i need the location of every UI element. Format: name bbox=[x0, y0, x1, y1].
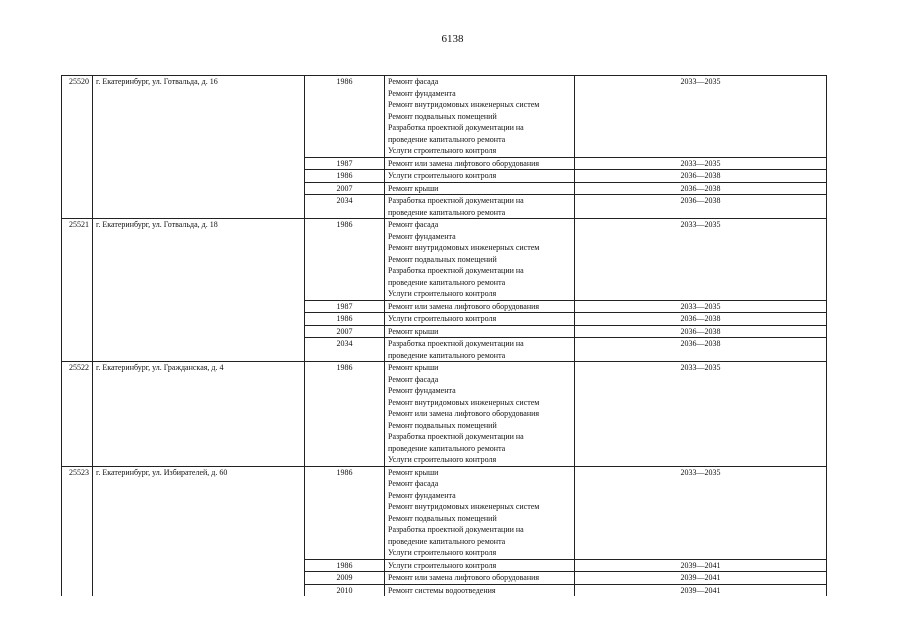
work-item: Ремонт фундамента bbox=[388, 231, 456, 241]
works-cell bbox=[385, 195, 575, 219]
period-cell: 2036—2038 bbox=[575, 182, 827, 195]
work-item: проведение капитального ремонта bbox=[388, 350, 506, 360]
record-group bbox=[62, 362, 827, 467]
works-cell bbox=[385, 559, 575, 572]
year-cell: 2034 bbox=[305, 338, 385, 362]
building-address: г. Екатеринбург, ул. Готвальда, д. 18 bbox=[93, 219, 305, 362]
work-item: Разработка проектной документации на bbox=[388, 432, 524, 441]
period-cell: 2036—2038 bbox=[575, 325, 827, 338]
work-item: Разработка проектной документации на bbox=[388, 123, 524, 132]
work-item: Ремонт крыши bbox=[388, 183, 439, 193]
year-cell: 1986 bbox=[305, 170, 385, 183]
table-row bbox=[62, 362, 827, 467]
page-number: 6138 bbox=[441, 33, 464, 45]
work-item: Услуги строительного контроля bbox=[388, 289, 497, 298]
works-cell bbox=[385, 466, 575, 559]
record-group bbox=[62, 219, 827, 362]
year-cell: 2007 bbox=[305, 325, 385, 338]
work-item: Услуги строительного контроля bbox=[388, 314, 497, 323]
works-cell bbox=[385, 76, 575, 158]
works-cell bbox=[385, 338, 575, 362]
year-cell: 1986 bbox=[305, 559, 385, 572]
year-cell: 1987 bbox=[305, 300, 385, 313]
work-item: Ремонт фасада bbox=[388, 220, 439, 229]
works-cell bbox=[385, 300, 575, 313]
work-item: Ремонт фасада bbox=[388, 77, 439, 86]
work-item: Ремонт внутридомовых инженерных систем bbox=[388, 243, 540, 252]
work-item: Ремонт системы водоотведения bbox=[388, 585, 496, 595]
work-item: проведение капитального ремонта bbox=[388, 443, 506, 453]
year-cell: 2009 bbox=[305, 572, 385, 585]
period-cell: 2039—2041 bbox=[575, 584, 827, 596]
work-item: Ремонт внутридомовых инженерных систем bbox=[388, 100, 540, 109]
work-item: Ремонт подвальных помещений bbox=[388, 254, 497, 264]
year-cell: 1986 bbox=[305, 219, 385, 301]
work-item: Ремонт фасада bbox=[388, 479, 439, 488]
year-cell: 2034 bbox=[305, 195, 385, 219]
record-number: 25523 bbox=[62, 466, 93, 596]
work-item: Услуги строительного контроля bbox=[388, 146, 497, 155]
works-cell bbox=[385, 182, 575, 195]
table-row bbox=[62, 466, 827, 559]
period-cell: 2033—2035 bbox=[575, 157, 827, 170]
work-item: Ремонт или замена лифтового оборудования bbox=[388, 158, 540, 168]
work-item: Ремонт внутридомовых инженерных систем bbox=[388, 502, 540, 511]
period-cell: 2036—2038 bbox=[575, 170, 827, 183]
work-item: Ремонт фундамента bbox=[388, 386, 456, 395]
table-row bbox=[62, 219, 827, 301]
record-group bbox=[62, 466, 827, 596]
record-number: 25522 bbox=[62, 362, 93, 467]
work-item: проведение капитального ремонта bbox=[388, 277, 506, 287]
work-item: Ремонт крыши bbox=[388, 467, 439, 477]
year-cell: 2007 bbox=[305, 182, 385, 195]
work-item: Ремонт подвальных помещений bbox=[388, 111, 497, 121]
year-cell: 1986 bbox=[305, 466, 385, 559]
table-row bbox=[62, 76, 827, 158]
record-number: 25521 bbox=[62, 219, 93, 362]
building-address: г. Екатеринбург, ул. Готвальда, д. 16 bbox=[93, 76, 305, 219]
period-cell: 2033—2035 bbox=[575, 362, 827, 467]
work-item: Ремонт фундамента bbox=[388, 490, 456, 500]
period-cell: 2039—2041 bbox=[575, 559, 827, 572]
works-cell bbox=[385, 362, 575, 467]
repair-schedule-table bbox=[61, 75, 827, 596]
period-cell: 2033—2035 bbox=[575, 76, 827, 158]
work-item: Ремонт фундамента bbox=[388, 88, 456, 98]
year-cell: 2010 bbox=[305, 584, 385, 596]
work-item: Ремонт фасада bbox=[388, 374, 439, 384]
period-cell: 2033—2035 bbox=[575, 219, 827, 301]
work-item: Разработка проектной документации на bbox=[388, 266, 524, 275]
work-item: Разработка проектной документации на bbox=[388, 525, 524, 534]
work-item: Разработка проектной документации на bbox=[388, 339, 524, 348]
year-cell: 1987 bbox=[305, 157, 385, 170]
year-cell: 1986 bbox=[305, 313, 385, 326]
period-cell: 2033—2035 bbox=[575, 466, 827, 559]
record-group bbox=[62, 76, 827, 219]
period-cell: 2036—2038 bbox=[575, 338, 827, 362]
work-item: Разработка проектной документации на bbox=[388, 196, 524, 205]
works-cell bbox=[385, 584, 575, 596]
building-address: г. Екатеринбург, ул. Избирателей, д. 60 bbox=[93, 466, 305, 596]
work-item: Услуги строительного контроля bbox=[388, 548, 497, 557]
period-cell: 2033—2035 bbox=[575, 300, 827, 313]
record-number: 25520 bbox=[62, 76, 93, 219]
works-cell bbox=[385, 170, 575, 183]
works-cell bbox=[385, 572, 575, 585]
works-cell bbox=[385, 157, 575, 170]
work-item: проведение капитального ремонта bbox=[388, 536, 506, 546]
year-cell: 1986 bbox=[305, 362, 385, 467]
work-item: Ремонт крыши bbox=[388, 363, 439, 372]
building-address: г. Екатеринбург, ул. Гражданская, д. 4 bbox=[93, 362, 305, 467]
work-item: Ремонт подвальных помещений bbox=[388, 420, 497, 430]
period-cell: 2039—2041 bbox=[575, 572, 827, 585]
work-item: проведение капитального ремонта bbox=[388, 134, 506, 144]
work-item: Ремонт или замена лифтового оборудования bbox=[388, 301, 540, 311]
works-cell bbox=[385, 313, 575, 326]
works-cell bbox=[385, 219, 575, 301]
work-item: Ремонт или замена лифтового оборудования bbox=[388, 409, 540, 418]
work-item: Услуги строительного контроля bbox=[388, 171, 497, 180]
work-item: Услуги строительного контроля bbox=[388, 455, 497, 464]
work-item: Ремонт внутридомовых инженерных систем bbox=[388, 397, 540, 407]
work-item: Ремонт подвальных помещений bbox=[388, 513, 497, 523]
work-item: Услуги строительного контроля bbox=[388, 560, 497, 570]
year-cell: 1986 bbox=[305, 76, 385, 158]
work-item: проведение капитального ремонта bbox=[388, 207, 506, 217]
works-cell bbox=[385, 325, 575, 338]
work-item: Ремонт крыши bbox=[388, 326, 439, 336]
period-cell: 2036—2038 bbox=[575, 313, 827, 326]
period-cell: 2036—2038 bbox=[575, 195, 827, 219]
work-item: Ремонт или замена лифтового оборудования bbox=[388, 573, 540, 582]
